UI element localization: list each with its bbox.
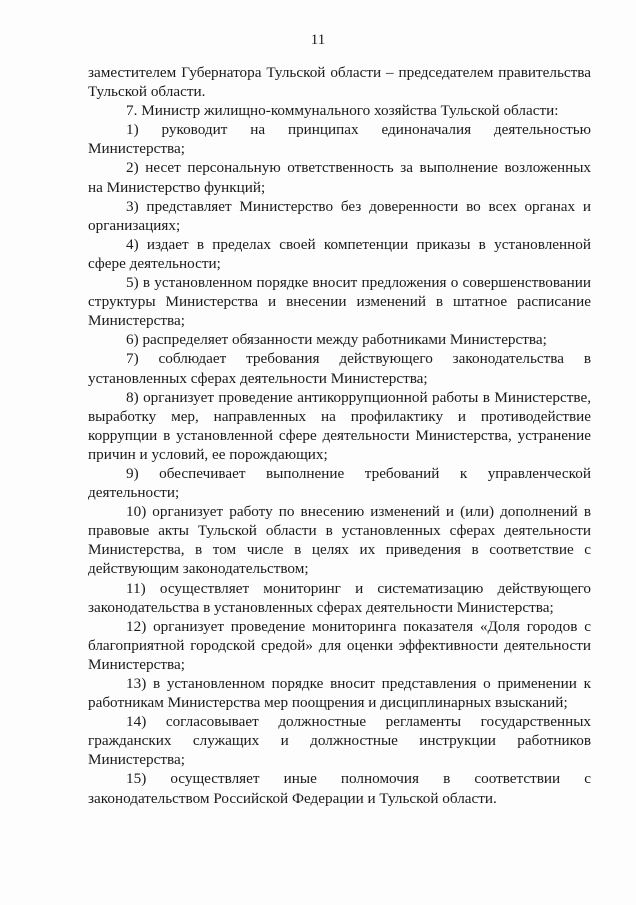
paragraph-subitem-8: 8) организует проведение антикоррупционной работы в Министерстве, выработку мер, направленных на профилактику и противодействие коррупции в установленной сфере деятельности Министерства, устранение причин и условий, ее порождающих; <box>88 388 591 463</box>
paragraph-subitem-3: 3) представляет Министерство без доверенности во всех органах и организациях; <box>88 197 591 234</box>
paragraph-subitem-6: 6) распределяет обязанности между работниками Министерства; <box>126 331 547 349</box>
paragraph-continuation: заместителем Губернатора Тульской области – председателем правительства Тульской области. <box>88 64 591 101</box>
paragraph-subitem-12: 12) организует проведение мониторинга показателя «Доля городов с благоприятной городской средой» для оценки эффективности деятельности Министерства; <box>88 617 591 673</box>
paragraph-subitem-14: 14) согласовывает должностные регламенты государственных гражданских служащих и должностные инструкции работников Министерства; <box>88 713 591 769</box>
paragraph-subitem-1: 1) руководит на принципах единоначалия деятельностью Министерства; <box>88 121 591 158</box>
paragraph-subitem-7: 7) соблюдает требования действующего законодательства в установленных сферах деятельности Министерства; <box>88 350 591 387</box>
page-number: 11 <box>310 32 326 48</box>
paragraph-subitem-4: 4) издает в пределах своей компетенции приказы в установленной сфере деятельности; <box>88 235 591 272</box>
document-body <box>88 63 591 808</box>
paragraph-subitem-15: 15) осуществляет иные полномочия в соответствии с законодательством Российской Федерации и Тульской области. <box>88 770 591 807</box>
paragraph-subitem-2: 2) несет персональную ответственность за выполнение возложенных на Министерство функций; <box>88 159 591 196</box>
paragraph-subitem-11: 11) осуществляет мониторинг и систематизацию действующего законодательства в установленных сферах деятельности Министерства; <box>88 579 591 616</box>
paragraph-subitem-10: 10) организует работу по внесению изменений и (или) дополнений в правовые акты Тульской области в установленных сферах деятельности Министерства, в том числе в целях их приведения в соответствие с действующим законодательством; <box>88 503 591 578</box>
paragraph-subitem-13: 13) в установленном порядке вносит представления о применении к работникам Министерства мер поощрения и дисциплинарных взысканий; <box>88 675 591 712</box>
paragraph-subitem-5: 5) в установленном порядке вносит предложения о совершенствовании структуры Министерства и внесении изменений в штатное расписание Министерства; <box>88 274 591 330</box>
paragraph-subitem-9: 9) обеспечивает выполнение требований к управленческой деятельности; <box>88 464 591 502</box>
paragraph-item-7-heading: 7. Министр жилищно-коммунального хозяйства Тульской области: <box>126 102 559 120</box>
